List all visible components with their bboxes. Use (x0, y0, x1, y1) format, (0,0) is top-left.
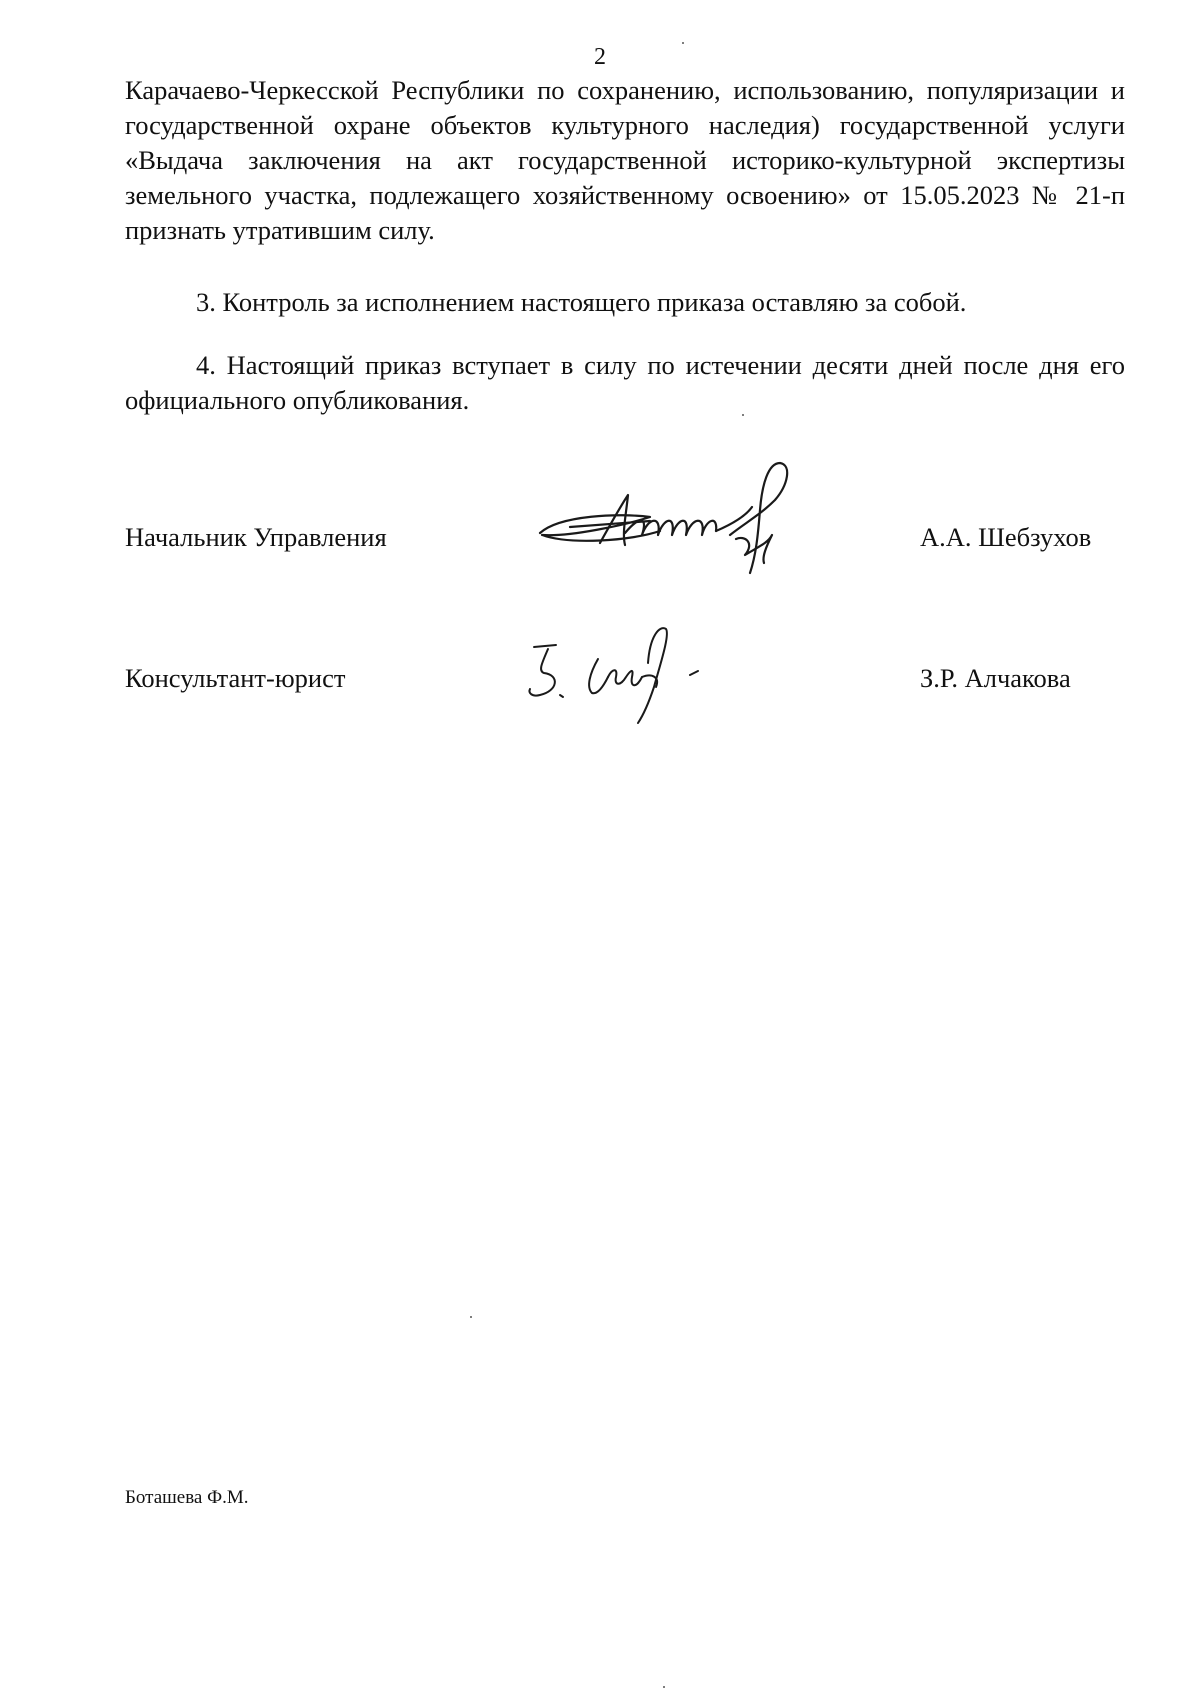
page-number: 2 (594, 44, 606, 70)
signatory-name: З.Р. Алчакова (920, 663, 1071, 693)
handwritten-signature-lawyer (520, 615, 750, 725)
paragraph-continuation: Карачаево-Черкесской Республики по сохранению, использованию, популяризации и государственной охране объектов культурного наследия) государственной услуги «Выдача заключения на акт государственной историко-культурной экспертизы земельного участка, подлежащего хозяйственному освоению» от 15.05.2023 № 21-п признать утратившим силу. (125, 75, 1125, 245)
paragraph-item-4: 4. Настоящий приказ вступает в силу по истечении десяти дней после дня его официального опубликования. (125, 350, 1125, 415)
signatory-title: Начальник Управления (125, 522, 387, 552)
handwritten-signature-head (530, 455, 850, 585)
scan-speck (742, 414, 744, 416)
signatory-title: Консультант-юрист (125, 663, 346, 693)
scan-speck (682, 42, 684, 44)
signatory-name: А.А. Шебзухов (920, 522, 1092, 552)
scan-speck (470, 1316, 472, 1318)
executor-name: Боташева Ф.М. (125, 1487, 249, 1508)
paragraph-item-3: 3. Контроль за исполнением настоящего приказа оставляю за собой. (196, 287, 967, 317)
scan-speck (663, 1686, 665, 1688)
